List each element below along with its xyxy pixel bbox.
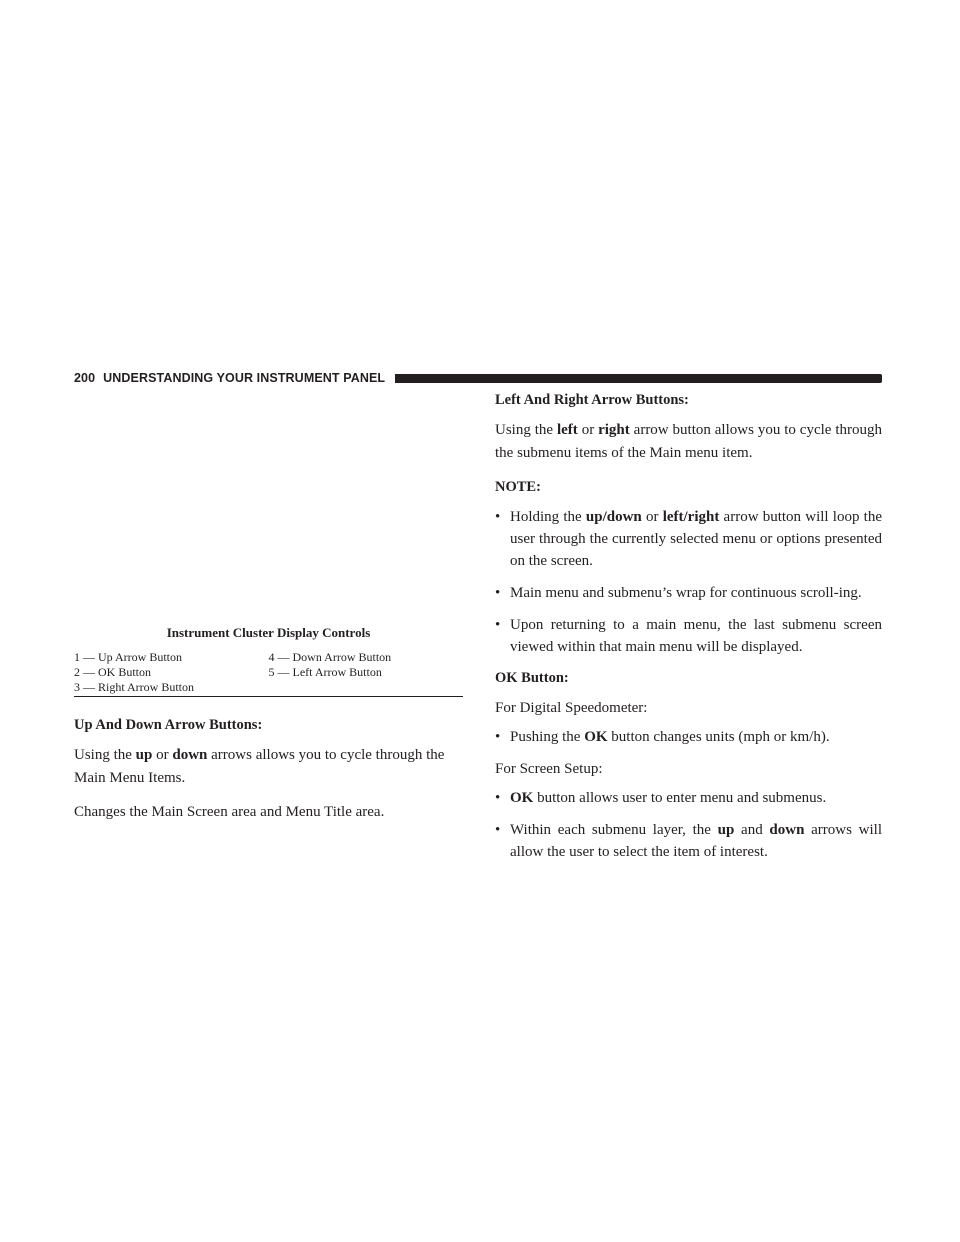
- legend-item: 5 — Left Arrow Button: [268, 665, 382, 679]
- legend-item: 1 — Up Arrow Button: [74, 650, 182, 664]
- legend-item: 3 — Right Arrow Button: [74, 680, 195, 694]
- bullet-icon: •: [495, 822, 501, 838]
- header-rule: [395, 374, 882, 383]
- term-up: up: [717, 822, 735, 838]
- speedometer-bullet: [495, 726, 882, 748]
- text: button changes units (mph or km/h).: [607, 729, 830, 745]
- term-right: right: [598, 422, 630, 438]
- text: or: [641, 509, 663, 525]
- text: Pushing the: [510, 729, 585, 745]
- screen-setup-bullet: [495, 787, 882, 809]
- term-up-down: up/down: [585, 509, 642, 525]
- legend-item: [269, 680, 464, 695]
- bullet-icon: •: [495, 509, 501, 525]
- left-column: [74, 386, 463, 820]
- page-number: 200: [74, 371, 96, 385]
- term-left: left: [556, 422, 578, 438]
- ok-heading: OK Button:: [495, 670, 569, 686]
- note-bullet: [495, 614, 882, 658]
- note-heading: NOTE:: [495, 479, 541, 495]
- text: Within each submenu layer, the: [510, 822, 718, 838]
- bullet-icon: •: [495, 585, 501, 601]
- text: arrow button will loop the user through the currently selected menu or options presented on the screen.: [510, 509, 882, 569]
- up-down-heading: Up And Down Arrow Buttons:: [74, 717, 263, 733]
- text: arrows allows you to cycle through the Main Menu Items.: [74, 747, 445, 786]
- term-down: down: [172, 747, 208, 763]
- right-column: [495, 392, 882, 863]
- term-ok: OK: [510, 790, 534, 806]
- note-bullet: [495, 506, 882, 572]
- page-header: [74, 370, 882, 386]
- bullet-icon: •: [495, 617, 501, 633]
- term-ok: OK: [584, 729, 608, 745]
- text: arrows will allow the user to select the item of interest.: [510, 822, 882, 860]
- left-right-heading: Left And Right Arrow Buttons:: [495, 392, 689, 408]
- bullet-text: [510, 506, 882, 572]
- legend-item: 4 — Down Arrow Button: [268, 650, 392, 664]
- text: or: [152, 747, 173, 763]
- figure-legend: [74, 650, 463, 695]
- left-right-paragraph: [495, 419, 882, 465]
- term-down: down: [769, 822, 805, 838]
- bullet-text: [510, 787, 882, 809]
- section-title: UNDERSTANDING YOUR INSTRUMENT PANEL: [103, 371, 386, 385]
- bullet-text: [510, 819, 882, 863]
- legend-row: [74, 680, 463, 695]
- figure-caption: Instrument Cluster Display Controls: [166, 625, 371, 640]
- note-bullet: [495, 582, 882, 604]
- bullet-text: Upon returning to a main menu, the last submenu screen viewed within that main menu will be displayed.: [510, 617, 882, 655]
- term-up: up: [135, 747, 153, 763]
- legend-rule: [74, 696, 463, 697]
- text: button allows user to enter menu and submenus.: [533, 790, 827, 806]
- bullet-text: [510, 726, 882, 748]
- term-left-right: left/right: [662, 509, 720, 525]
- bullet-icon: •: [495, 729, 501, 745]
- text: and: [734, 822, 770, 838]
- text: Using the: [495, 422, 557, 438]
- legend-row: [74, 665, 463, 680]
- up-down-paragraph-2: Changes the Main Screen area and Menu Title area.: [74, 804, 385, 820]
- bullet-icon: •: [495, 790, 501, 806]
- screen-setup-bullet: [495, 819, 882, 863]
- legend-item: 2 — OK Button: [74, 665, 152, 679]
- speedometer-label: For Digital Speedometer:: [495, 700, 648, 716]
- up-down-paragraph: [74, 744, 463, 790]
- text: Holding the: [510, 509, 586, 525]
- screen-setup-label: For Screen Setup:: [495, 761, 603, 777]
- text: Using the: [74, 747, 136, 763]
- up-down-section: [74, 717, 463, 824]
- bullet-text: Main menu and submenu’s wrap for continuous scroll-ing.: [510, 585, 862, 601]
- legend-row: [74, 650, 463, 665]
- figure-placeholder: [74, 386, 463, 618]
- text: or: [577, 422, 599, 438]
- text: arrow button allows you to cycle through the submenu items of the Main menu item.: [495, 422, 882, 461]
